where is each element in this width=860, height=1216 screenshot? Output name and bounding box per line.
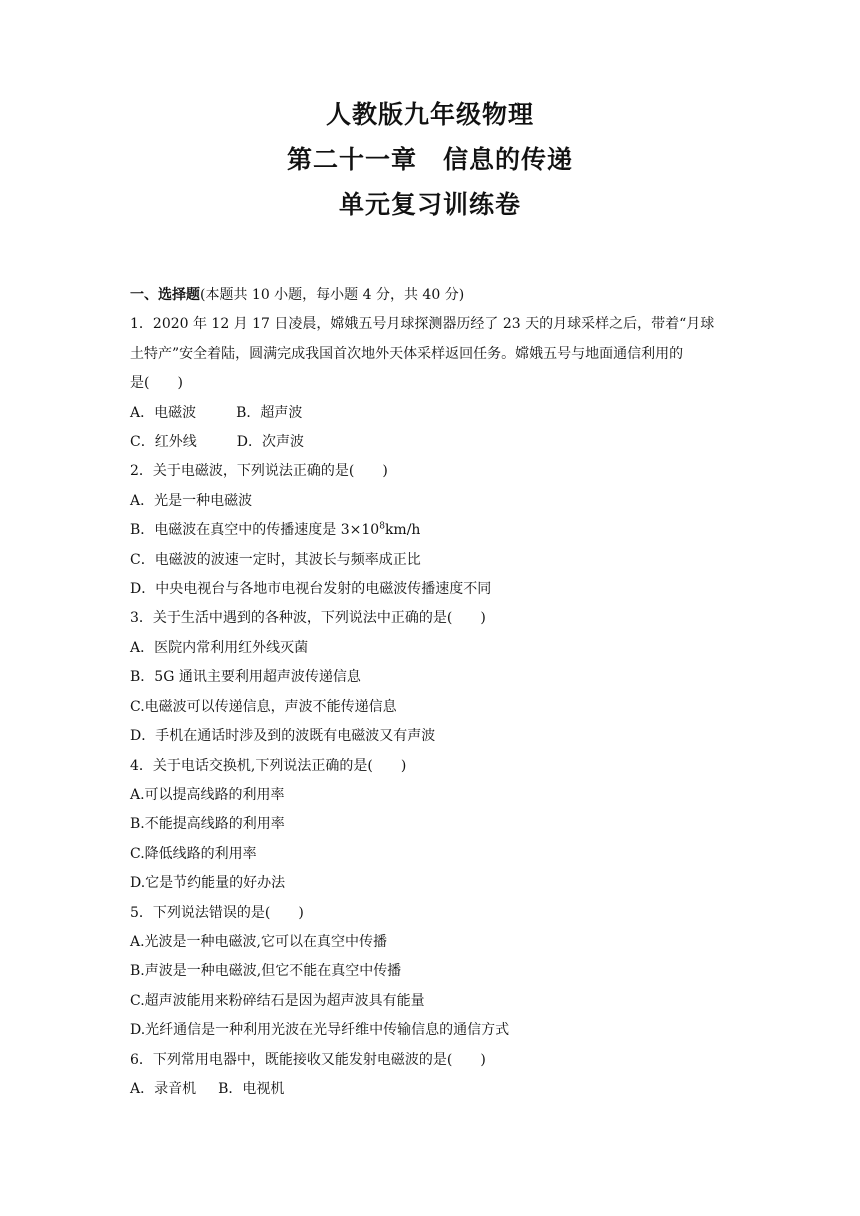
title-course: 人教版九年级物理 [325,100,534,129]
document-body [130,281,740,1104]
option-row [130,399,740,428]
title-exam: 单元复习训练卷 [338,190,521,219]
option-c: C.降低线路的利用率 [130,845,257,862]
option-b: B．电视机 [218,1080,285,1097]
option-b [130,516,740,545]
question-2 [130,457,740,604]
option-b: B．超声波 [236,404,303,421]
option-a: A.可以提高线路的利用率 [130,786,285,803]
title-chapter: 第二十一章 信息的传递 [286,145,573,174]
option-c: C．电磁波的波速一定时，其波长与频率成正比 [130,551,421,568]
option-c: C．红外线 [130,434,197,451]
section-heading [130,281,740,310]
question-6 [130,1046,740,1105]
question-stem: 5．下列说法错误的是( ) [130,904,304,921]
question-stem: 6．下列常用电器中，既能接收又能发射电磁波的是( ) [130,1051,486,1068]
option-row [130,1075,740,1104]
option-b: B.声波是一种电磁波,但它不能在真空中传播 [130,963,402,980]
question-4 [130,752,740,899]
question-3 [130,604,740,751]
option-d: D．次声波 [236,434,304,451]
question-stem: 是( ) [130,375,183,392]
option-a: A.光波是一种电磁波,它可以在真空中传播 [130,933,388,950]
option-d: D．手机在通话时涉及到的波既有电磁波又有声波 [130,728,436,745]
option-d: D.光纤通信是一种利用光波在光导纤维中传输信息的通信方式 [130,1022,510,1039]
option-a: A．医院内常利用红外线灭菌 [130,639,309,656]
option-b: B．5G 通讯主要利用超声波传递信息 [130,669,361,686]
question-stem: 3．关于生活中遇到的各种波，下列说法中正确的是( ) [130,610,486,627]
option-d: D.它是节约能量的好办法 [130,875,286,892]
option-a: A．录音机 [130,1080,197,1097]
option-a: A．光是一种电磁波 [130,492,253,509]
option-b-unit: km/h [384,522,421,539]
question-stem: 1．2020 年 12 月 17 日凌晨，嫦娥五号月球探测器历经了 23 天的月球采样之后，带着“月球 [130,316,715,333]
question-stem: 4．关于电话交换机,下列说法正确的是( ) [130,757,407,774]
option-b-text: B．电磁波在真空中的传播速度是 3×10 [130,522,380,539]
section-label: 一、选择题 [130,287,200,303]
option-c: C.超声波能用来粉碎结石是因为超声波具有能量 [130,992,425,1009]
question-stem: 土特产”安全着陆，圆满完成我国首次地外天体采样返回任务。嫦娥五号与地面通信利用的 [130,345,684,362]
question-stem: 2．关于电磁波，下列说法正确的是( ) [130,463,388,480]
option-c: C.电磁波可以传递信息，声波不能传递信息 [130,698,397,715]
question-1 [130,310,740,457]
section-note: (本题共 10 小题，每小题 4 分，共 40 分) [200,287,465,303]
option-row [130,428,740,457]
option-d: D．中央电视台与各地市电视台发射的电磁波传播速度不同 [130,581,492,598]
document-header [0,100,860,220]
option-b-exponent: 8 [379,521,385,532]
option-b: B.不能提高线路的利用率 [130,816,285,833]
option-a: A．电磁波 [130,404,197,421]
question-5 [130,899,740,1046]
